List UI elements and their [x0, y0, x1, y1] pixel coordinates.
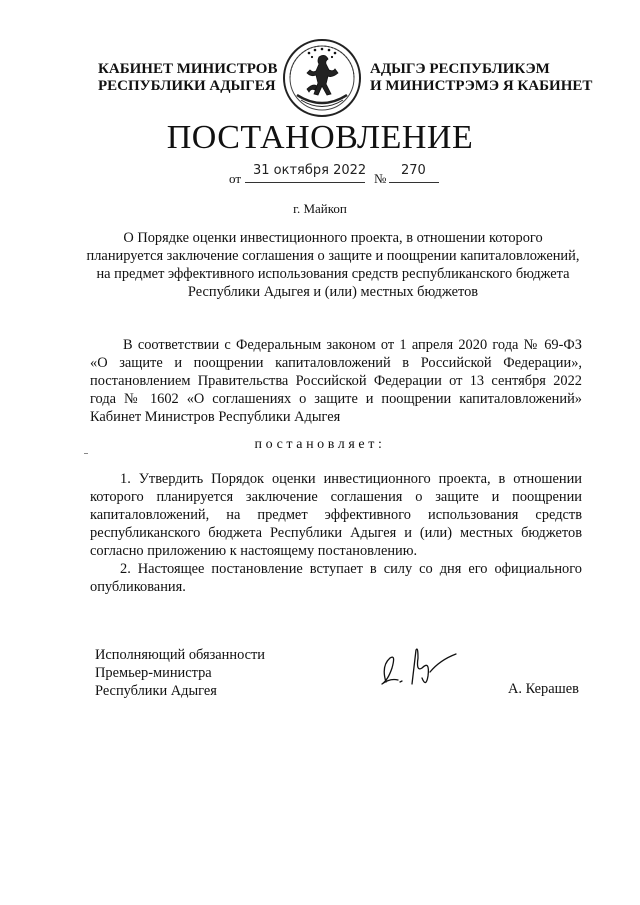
- signatory-name: А. Керашев: [508, 681, 579, 697]
- decree-items: [90, 470, 582, 596]
- date-number-line: [229, 165, 469, 187]
- number-underline: [389, 182, 439, 183]
- header-left: [98, 61, 277, 95]
- document-title: ПОСТАНОВЛЕНИЕ: [166, 119, 474, 156]
- preamble-paragraph: В соответствии с Федеральным законом от 1 апреля 2020 года № 69-ФЗ «О защите и поощрении капиталовложений в Российской Федерации», постановлением Правительства Российской Федерации от 13 сентября 2022 года № 1602 «О соглашениях о защите и поощрении капиталовложений» Кабинет Министров Республики Адыгея: [90, 337, 582, 425]
- header-left-line-1: КАБИНЕТ МИНИСТРОВ: [98, 61, 278, 77]
- header-right-line-1: АДЫГЭ РЕСПУБЛИКЭМ: [370, 61, 550, 77]
- header-right-line-2: И МИНИСТРЭМЭ Я КАБИНЕТ: [370, 78, 593, 94]
- number-label: №: [374, 171, 387, 186]
- signatory-position: [95, 646, 265, 700]
- scan-mark: [84, 453, 88, 454]
- date-label: от: [229, 171, 242, 186]
- decree-item-2: 2. Настоящее постановление вступает в силу со дня его официального опубликования.: [90, 561, 582, 595]
- header-left-line-2: РЕСПУБЛИКИ АДЫГЕЯ: [98, 78, 276, 94]
- date-underline: [245, 182, 365, 183]
- document-number: 270: [401, 163, 426, 178]
- document-subject: О Порядке оценки инвестиционного проекта, в отношении которого планируется заключение соглашения о защите и поощрении капиталовложений, на предмет эффективного использования средств республиканского бюджета Республики Адыгея и (или) местных бюджетов: [86, 230, 580, 300]
- signatory-position-line-3: Республики Адыгея: [95, 683, 217, 699]
- decree-word: постановляет:: [254, 437, 386, 452]
- city: г. Майкоп: [293, 201, 347, 216]
- coat-of-arms-icon: [279, 37, 365, 119]
- signatory-position-line-1: Исполняющий обязанности: [95, 647, 266, 663]
- header-right: [370, 61, 592, 95]
- decree-item-1: 1. Утвердить Порядок оценки инвестиционного проекта, в отношении которого планируется заключение соглашения о защите и поощрении капиталовложений, на предмет эффективного использования средств республиканского бюджета Республики Адыгея и (или) местных бюджетов согласно приложению к настоящему постановлению.: [90, 471, 582, 559]
- handwritten-signature: [372, 638, 462, 696]
- document-date: 31 октября 2022: [253, 163, 367, 178]
- signatory-position-line-2: Премьер-министра: [95, 665, 212, 681]
